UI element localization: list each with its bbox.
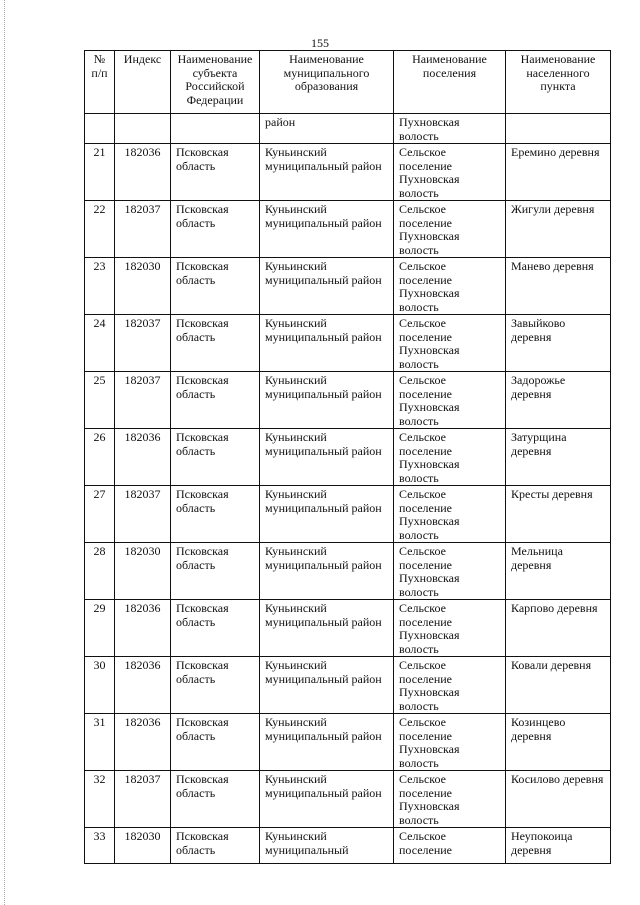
- header-settlement: Наименование поселения: [394, 51, 506, 114]
- cell-settlement: Сельское поселение Пухновская волость: [394, 315, 506, 372]
- cell-locality: Ковали деревня: [506, 657, 611, 714]
- cell-index: 182030: [115, 828, 171, 864]
- cell-municipality: Куньинский муниципальный район: [260, 600, 394, 657]
- cell-municipality: Куньинский муниципальный район: [260, 714, 394, 771]
- cell-subject: Псковская область: [171, 258, 260, 315]
- cell-municipality: Куньинский муниципальный район: [260, 201, 394, 258]
- cell-municipality: Куньинский муниципальный район: [260, 372, 394, 429]
- cell-locality: Козинцево деревня: [506, 714, 611, 771]
- header-locality: Наименование населенного пункта: [506, 51, 611, 114]
- cell-index: 182030: [115, 543, 171, 600]
- cell-subject: [171, 114, 260, 144]
- table-row: [85, 543, 611, 600]
- cell-settlement: Сельское поселение Пухновская волость: [394, 657, 506, 714]
- cell-subject: Псковская область: [171, 543, 260, 600]
- cell-municipality: Куньинский муниципальный район: [260, 543, 394, 600]
- cell-index: 182037: [115, 372, 171, 429]
- header-municipality: Наименование муниципального образования: [260, 51, 394, 114]
- cell-subject: Псковская область: [171, 657, 260, 714]
- cell-subject: Псковская область: [171, 429, 260, 486]
- cell-index: 182036: [115, 657, 171, 714]
- cell-num: 30: [85, 657, 115, 714]
- table-row: [85, 201, 611, 258]
- cell-settlement: Сельское поселение Пухновская волость: [394, 486, 506, 543]
- cell-locality: Косилово деревня: [506, 771, 611, 828]
- table-row: [85, 429, 611, 486]
- localities-table: [84, 50, 611, 864]
- cell-index: 182036: [115, 714, 171, 771]
- cell-locality: Карпово деревня: [506, 600, 611, 657]
- table-header-row: [85, 51, 611, 114]
- cell-municipality: Куньинский муниципальный район: [260, 315, 394, 372]
- cell-num: 23: [85, 258, 115, 315]
- cell-index: 182036: [115, 600, 171, 657]
- continuation-row: [85, 114, 611, 144]
- cell-num: 21: [85, 144, 115, 201]
- cell-locality: Кресты деревня: [506, 486, 611, 543]
- cell-locality: Завыйково деревня: [506, 315, 611, 372]
- cell-settlement: Сельское поселение Пухновская волость: [394, 543, 506, 600]
- cell-locality: Задорожье деревня: [506, 372, 611, 429]
- cell-settlement: Пухновская волость: [394, 114, 506, 144]
- cell-index: 182036: [115, 429, 171, 486]
- table-row: [85, 714, 611, 771]
- cell-settlement: Сельское поселение Пухновская волость: [394, 714, 506, 771]
- cell-settlement: Сельское поселение Пухновская волость: [394, 600, 506, 657]
- table-row: [85, 144, 611, 201]
- cell-settlement: Сельское поселение Пухновская волость: [394, 258, 506, 315]
- cell-settlement: Сельское поселение Пухновская волость: [394, 144, 506, 201]
- header-subject: Наименование субъекта Российской Федерации: [171, 51, 260, 114]
- cell-settlement: Сельское поселение Пухновская волость: [394, 201, 506, 258]
- cell-num: 28: [85, 543, 115, 600]
- cell-locality: Еремино деревня: [506, 144, 611, 201]
- cell-num: 26: [85, 429, 115, 486]
- cell-num: 32: [85, 771, 115, 828]
- cell-locality: Жигули деревня: [506, 201, 611, 258]
- cell-num: [85, 114, 115, 144]
- cell-num: 25: [85, 372, 115, 429]
- cell-municipality: Куньинский муниципальный район: [260, 144, 394, 201]
- cell-settlement: Сельское поселение: [394, 828, 506, 864]
- cell-index: 182030: [115, 258, 171, 315]
- table-row: [85, 828, 611, 864]
- cell-subject: Псковская область: [171, 600, 260, 657]
- cell-subject: Псковская область: [171, 144, 260, 201]
- cell-municipality: Куньинский муниципальный район: [260, 429, 394, 486]
- cell-locality: Мельница деревня: [506, 543, 611, 600]
- cell-subject: Псковская область: [171, 315, 260, 372]
- table-row: [85, 315, 611, 372]
- table-row: [85, 600, 611, 657]
- table-row: [85, 258, 611, 315]
- cell-locality: Затурщина деревня: [506, 429, 611, 486]
- cell-locality: [506, 114, 611, 144]
- cell-municipality: Куньинский муниципальный район: [260, 258, 394, 315]
- cell-index: 182037: [115, 201, 171, 258]
- cell-subject: Псковская область: [171, 201, 260, 258]
- table-row: [85, 771, 611, 828]
- table-row: [85, 486, 611, 543]
- cell-subject: Псковская область: [171, 828, 260, 864]
- cell-subject: Псковская область: [171, 372, 260, 429]
- cell-index: 182037: [115, 315, 171, 372]
- cell-municipality: Куньинский муниципальный район: [260, 657, 394, 714]
- cell-num: 29: [85, 600, 115, 657]
- cell-municipality: Куньинский муниципальный район: [260, 486, 394, 543]
- cell-num: 24: [85, 315, 115, 372]
- table-body: [85, 114, 611, 864]
- cell-index: 182036: [115, 144, 171, 201]
- table-row: [85, 657, 611, 714]
- cell-num: 33: [85, 828, 115, 864]
- header-num: № п/п: [85, 51, 115, 114]
- cell-settlement: Сельское поселение Пухновская волость: [394, 771, 506, 828]
- cell-municipality: Куньинский муниципальный район: [260, 771, 394, 828]
- cell-subject: Псковская область: [171, 771, 260, 828]
- cell-index: 182037: [115, 771, 171, 828]
- cell-subject: Псковская область: [171, 714, 260, 771]
- cell-settlement: Сельское поселение Пухновская волость: [394, 429, 506, 486]
- cell-locality: Манево деревня: [506, 258, 611, 315]
- table-row: [85, 372, 611, 429]
- cell-municipality: Куньинский муниципальный: [260, 828, 394, 864]
- header-index: Индекс: [115, 51, 171, 114]
- cell-index: 182037: [115, 486, 171, 543]
- cell-num: 27: [85, 486, 115, 543]
- cell-settlement: Сельское поселение Пухновская волость: [394, 372, 506, 429]
- cell-index: [115, 114, 171, 144]
- cell-subject: Псковская область: [171, 486, 260, 543]
- cell-num: 31: [85, 714, 115, 771]
- cell-locality: Неупокоица деревня: [506, 828, 611, 864]
- cell-num: 22: [85, 201, 115, 258]
- scan-edge-line: [4, 0, 6, 905]
- page-number: 155: [311, 36, 329, 50]
- cell-municipality: район: [260, 114, 394, 144]
